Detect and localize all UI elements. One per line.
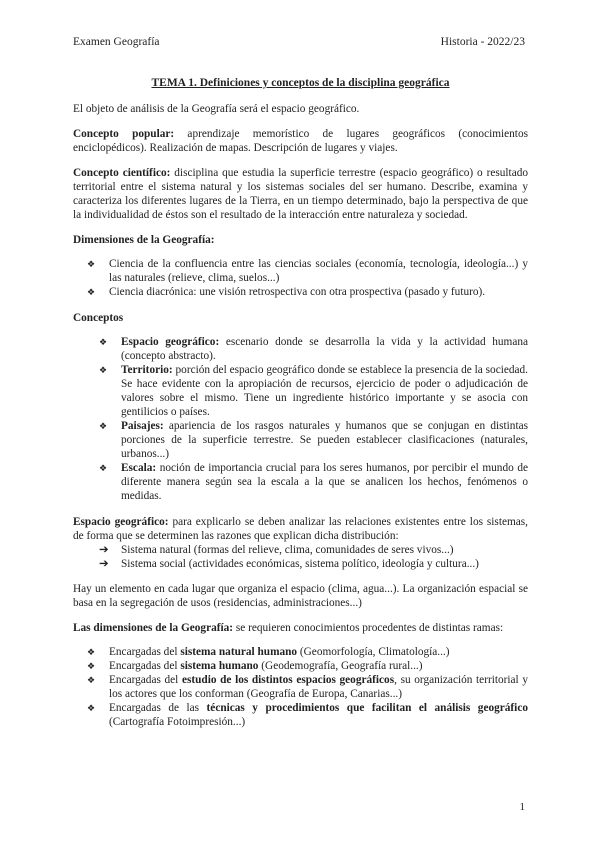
ramas-paragraph bbox=[73, 621, 528, 635]
rama-prefix: Encargadas del bbox=[109, 646, 181, 658]
rama-suffix: (Cartografía Fotoimpresión...) bbox=[109, 716, 246, 728]
espacio-paragraph bbox=[73, 515, 528, 543]
arrow-right-icon: ➔ bbox=[99, 544, 109, 556]
list-item bbox=[73, 645, 528, 659]
concept-text: noción de importancia crucial para los seres humanos, por percibir el mundo de diferente manera según sea la escala a la que se analicen los hechos, fenómenos o medidas. bbox=[121, 462, 528, 502]
header-right: Historia - 2022/23 bbox=[440, 36, 525, 48]
popular-label: Concepto popular: bbox=[73, 128, 175, 140]
rama-prefix: Encargadas del bbox=[109, 660, 181, 672]
list-item bbox=[73, 543, 528, 557]
list-item bbox=[73, 335, 528, 363]
diamond-bullet-icon: ❖ bbox=[99, 365, 108, 375]
cientifico-paragraph bbox=[73, 166, 528, 222]
rama-prefix: Encargadas del bbox=[109, 674, 182, 686]
diamond-bullet-icon: ❖ bbox=[87, 259, 96, 269]
sistema-text: Sistema social (actividades económicas, sistema político, ideología y cultura...) bbox=[121, 558, 479, 570]
ramas-label: Las dimensiones de la Geografía: bbox=[73, 622, 234, 634]
document-body bbox=[73, 76, 528, 729]
list-item bbox=[73, 363, 528, 419]
rama-prefix: Encargadas de las bbox=[109, 702, 207, 714]
diamond-bullet-icon: ❖ bbox=[87, 287, 96, 297]
espacio-label: Espacio geográfico: bbox=[73, 516, 169, 528]
diamond-bullet-icon: ❖ bbox=[87, 675, 96, 685]
ramas-list bbox=[73, 645, 528, 729]
conceptos-heading: Conceptos bbox=[73, 312, 124, 324]
concept-label: Escala: bbox=[121, 462, 157, 474]
diamond-bullet-icon: ❖ bbox=[99, 421, 108, 431]
rama-suffix: , su organización territorial y los actores que los conforman (Geografía de Europa, Canarias...) bbox=[109, 674, 528, 700]
dimension-text: Ciencia diacrónica: une visión retrospectiva con otra prospectiva (pasado y futuro). bbox=[109, 286, 486, 298]
dimensiones-list bbox=[73, 257, 528, 299]
list-item bbox=[73, 461, 528, 503]
dimensiones-heading: Dimensiones de la Geografía: bbox=[73, 234, 215, 246]
page-number: 1 bbox=[519, 801, 525, 813]
arrow-right-icon: ➔ bbox=[99, 558, 109, 570]
dimension-text: Ciencia de la confluencia entre las ciencias sociales (economía, tecnología, ideología...) y las naturales (relieve, clima, suelos...) bbox=[109, 258, 528, 284]
sistema-text: Sistema natural (formas del relieve, clima, comunidades de seres vivos...) bbox=[121, 544, 454, 556]
list-item bbox=[73, 419, 528, 461]
conceptos-list bbox=[73, 335, 528, 503]
concept-label: Territorio: bbox=[121, 364, 173, 376]
list-item bbox=[73, 557, 528, 571]
elemento-paragraph: Hay un elemento en cada lugar que organiza el espacio (clima, agua...). La organización espacial se basa en la segregación de usos (residencias, administraciones...) bbox=[73, 583, 528, 609]
popular-paragraph bbox=[73, 127, 528, 155]
diamond-bullet-icon: ❖ bbox=[99, 337, 108, 347]
list-item bbox=[73, 673, 528, 701]
diamond-bullet-icon: ❖ bbox=[87, 647, 96, 657]
rama-bold: sistema natural humano bbox=[180, 646, 298, 658]
espacio-text: para explicarlo se deben analizar las relaciones existentes entre los sistemas, de forma que se determinen las razones que explican dicha distribución: bbox=[73, 516, 528, 542]
list-item bbox=[73, 659, 528, 673]
list-item bbox=[73, 701, 528, 729]
document-title: TEMA 1. Definiciones y conceptos de la disciplina geográfica bbox=[151, 77, 450, 89]
cientifico-text: disciplina que estudia la superficie terrestre (espacio geográfico) o resultado territorial entre el sistema natural y los sistemas sociales del ser humano. Describe, examina y caracteriza los diferentes lugares de la Tierra, en un tiempo determinado, bajo la perspectiva de que la individualidad de éstos son el resultado de la interacción entre naturaleza y sociedad. bbox=[73, 167, 529, 221]
rama-suffix: (Geomorfología, Climatología...) bbox=[297, 646, 450, 658]
rama-bold: técnicas y procedimientos que facilitan el análisis geográfico bbox=[206, 702, 528, 714]
rama-bold: estudio de los distintos espacios geográficos bbox=[181, 674, 395, 686]
diamond-bullet-icon: ❖ bbox=[87, 661, 96, 671]
concept-label: Paisajes: bbox=[121, 420, 164, 432]
concept-text: escenario donde se desarrolla la vida y la actividad humana (concepto abstracto). bbox=[121, 336, 529, 362]
rama-bold: sistema humano bbox=[180, 660, 259, 672]
concept-text: porción del espacio geográfico donde se establece la presencia de la sociedad. Se hace evidente con la apropiación de recursos, ejercicio de poder o adjudicación de valores sobre el mismo. Tiene un ingrediente histórico importante y se asocia con gentilicios o países. bbox=[121, 364, 528, 418]
rama-suffix: (Geodemografía, Geografía rural...) bbox=[258, 660, 423, 672]
intro-text: El objeto de análisis de la Geografía será el espacio geográfico. bbox=[73, 103, 360, 115]
concept-text: apariencia de los rasgos naturales y humanos que se conjugan en distintas porciones de la superficie terrestre. Se pueden establecer clasificaciones (naturales, urbanos...) bbox=[121, 420, 528, 460]
ramas-text: se requieren conocimientos procedentes de distintas ramas: bbox=[233, 622, 504, 634]
header-left: Examen Geografía bbox=[73, 36, 160, 48]
list-item bbox=[73, 257, 528, 285]
concept-label: Espacio geográfico: bbox=[121, 336, 220, 348]
list-item bbox=[73, 285, 528, 299]
cientifico-label: Concepto científico: bbox=[73, 167, 171, 179]
popular-text: aprendizaje memorístico de lugares geográficos (conocimientos enciclopédicos). Realización de mapas. Descripción de lugares y viajes. bbox=[73, 128, 528, 154]
diamond-bullet-icon: ❖ bbox=[87, 703, 96, 713]
sistemas-list bbox=[73, 543, 528, 571]
diamond-bullet-icon: ❖ bbox=[99, 463, 108, 473]
